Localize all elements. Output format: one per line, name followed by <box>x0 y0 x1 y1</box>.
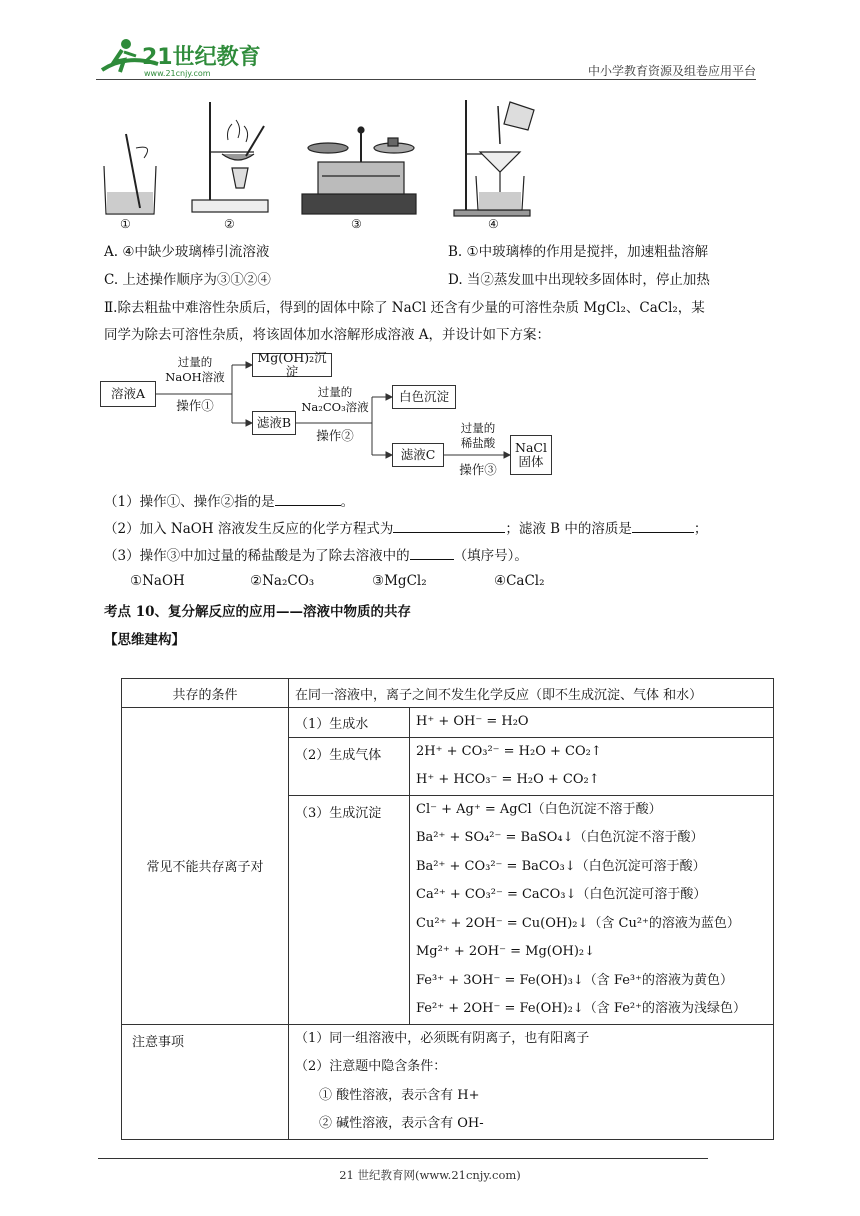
box-precip-2: 白色沉淀 <box>392 385 456 409</box>
header-divider <box>96 79 756 80</box>
apparatus-label-1: ① <box>120 217 131 231</box>
note-2: （2）注意题中隐含条件： <box>295 1059 447 1074</box>
product-bottom: 固体 <box>518 454 544 469</box>
table-header-row <box>122 679 774 708</box>
apparatus-label-3: ③ <box>351 217 362 231</box>
q1-answer-blank[interactable] <box>275 492 341 506</box>
operation-2: 操作② <box>316 428 354 443</box>
header-condition-text: 在同一溶液中，离子之间不发生化学反应（即不生成沉淀、气体 和水） <box>289 679 774 708</box>
row-gas-content <box>410 737 774 795</box>
site-logo <box>96 34 266 80</box>
question-2 <box>104 517 707 537</box>
apparatus-label-4: ④ <box>488 217 499 231</box>
part2-line-1: Ⅱ.除去粗盐中难溶性杂质后，得到的固体中除了 NaCl 还含有少量的可溶性杂质 MgCl₂、CaCl₂，某 <box>104 300 705 316</box>
precip-line-1: Cl⁻ + Ag⁺ = AgCl（白色沉淀不溶于酸） <box>416 801 662 817</box>
q2-text: （2）加入 NaOH 溶液发生反应的化学方程式为 <box>104 521 394 537</box>
precip-line-3: Ba²⁺ + CO₃²⁻ = BaCO₃↓（白色沉淀可溶于酸） <box>416 858 706 874</box>
filtration-setup <box>454 100 534 216</box>
product-top: NaCl <box>515 439 547 455</box>
box-filtrate-c: 滤液C <box>392 443 444 467</box>
question-1 <box>104 490 354 510</box>
gas-line-1: 2H⁺ + CO₃²⁻ = H₂O + CO₂↑ <box>416 743 602 759</box>
option-c: C. 上述操作顺序为③①②④ <box>104 272 271 288</box>
row-precipitate-content <box>410 795 774 1024</box>
precip-line-8: Fe²⁺ + 2OH⁻ = Fe(OH)₂↓（含 Fe²⁺的溶液为浅绿色） <box>416 1001 746 1016</box>
footer-divider <box>98 1158 708 1159</box>
note-3: ① 酸性溶液，表示含有 H+ <box>319 1087 480 1103</box>
operation-3: 操作③ <box>459 462 497 477</box>
q2-equation-blank[interactable] <box>393 519 505 533</box>
header-condition-label: 共存的条件 <box>122 679 289 708</box>
precip-line-5: Cu²⁺ + 2OH⁻ = Cu(OH)₂↓（含 Cu²⁺的溶液为蓝色） <box>416 915 740 931</box>
q3-end: （填序号）。 <box>453 548 528 564</box>
table-row <box>122 1024 774 1139</box>
choice-4: ④CaCl₂ <box>494 573 545 589</box>
row-type-precipitate: （3）生成沉淀 <box>289 795 410 1024</box>
q3-answer-blank[interactable] <box>410 546 454 560</box>
header-platform-text: 中小学教育资源及组卷应用平台 <box>587 64 756 78</box>
apparatus-label-2: ② <box>224 217 235 231</box>
water-line-1: H⁺ + OH⁻ = H₂O <box>416 714 529 729</box>
reagent2-top: 过量的 <box>317 385 353 399</box>
gas-line-2: H⁺ + HCO₃⁻ = H₂O + CO₂↑ <box>416 772 600 787</box>
q3-text: （3）操作③中加过量的稀盐酸是为了除去溶液中的 <box>104 548 410 564</box>
box-product <box>510 435 552 475</box>
option-b: B. ①中玻璃棒的作用是搅拌，加速粗盐溶解 <box>448 244 709 260</box>
q2-mid-text: ；滤液 B 中的溶质是 <box>505 521 632 537</box>
row-type-water: （1）生成水 <box>289 708 410 738</box>
choice-2: ②Na₂CO₃ <box>250 573 315 589</box>
dissolving-beaker <box>104 134 156 214</box>
precip-line-7: Fe³⁺ + 3OH⁻ = Fe(OH)₃↓（含 Fe³⁺的溶液为黄色） <box>416 972 733 988</box>
group-label: 常见不能共存离子对 <box>122 708 289 1025</box>
section-subtitle: 【思维建构】 <box>104 632 185 648</box>
footer-text: 21 世纪教育网(www.21cnjy.com) <box>339 1168 521 1182</box>
option-d: D. 当②蒸发皿中出现较多固体时，停止加热 <box>448 272 710 288</box>
precip-line-2: Ba²⁺ + SO₄²⁻ = BaSO₄↓（白色沉淀不溶于酸） <box>416 830 704 845</box>
flow-diagram <box>100 345 560 481</box>
section-title: 考点 10、复分解反应的应用——溶液中物质的共存 <box>104 604 411 620</box>
note-1: （1）同一组溶液中，必须既有阴离子，也有阳离子 <box>295 1030 590 1046</box>
part2-line-2: 同学为除去可溶性杂质，将该固体加水溶解形成溶液 A，并设计如下方案： <box>104 327 551 343</box>
precip-line-4: Ca²⁺ + CO₃²⁻ = CaCO₃↓（白色沉淀可溶于酸） <box>416 887 707 902</box>
logo-url: www.21cnjy.com <box>144 69 211 78</box>
reagent1-bottom: NaOH溶液 <box>165 370 225 384</box>
box-filtrate-b: 滤液B <box>252 411 296 435</box>
coexistence-table <box>121 678 774 1140</box>
q2-solute-blank[interactable] <box>632 519 694 533</box>
q1-end: 。 <box>340 494 355 510</box>
apparatus-drawing <box>96 96 556 236</box>
choice-1: ①NaOH <box>130 573 185 589</box>
row-water-content <box>410 708 774 738</box>
choice-3: ③MgCl₂ <box>372 573 427 589</box>
balance-scale <box>302 127 416 214</box>
q1-text: （1）操作①、操作②指的是 <box>104 494 275 510</box>
box-solution-a: 溶液A <box>100 381 156 407</box>
option-a: A. ④中缺少玻璃棒引流溶液 <box>104 244 270 260</box>
reagent1-top: 过量的 <box>177 355 213 369</box>
table-row <box>122 708 774 738</box>
reagent3-top: 过量的 <box>460 421 496 435</box>
logo-text: 21世纪教育 <box>142 45 261 70</box>
precip-line-6: Mg²⁺ + 2OH⁻ = Mg(OH)₂↓ <box>416 944 596 959</box>
reagent2-bottom: Na₂CO₃溶液 <box>301 400 369 414</box>
box-precip-1: Mg(OH)₂沉淀 <box>252 353 332 377</box>
notes-label: 注意事项 <box>122 1024 289 1139</box>
q2-end: ； <box>693 521 708 537</box>
notes-content <box>289 1024 774 1139</box>
operation-1: 操作① <box>176 398 214 413</box>
apparatus-illustration <box>96 96 556 236</box>
note-4: ② 碱性溶液，表示含有 OH- <box>319 1116 484 1131</box>
reagent3-bottom: 稀盐酸 <box>460 436 496 450</box>
question-3 <box>104 544 528 564</box>
evaporation-setup <box>192 102 268 212</box>
row-type-gas: （2）生成气体 <box>289 737 410 795</box>
